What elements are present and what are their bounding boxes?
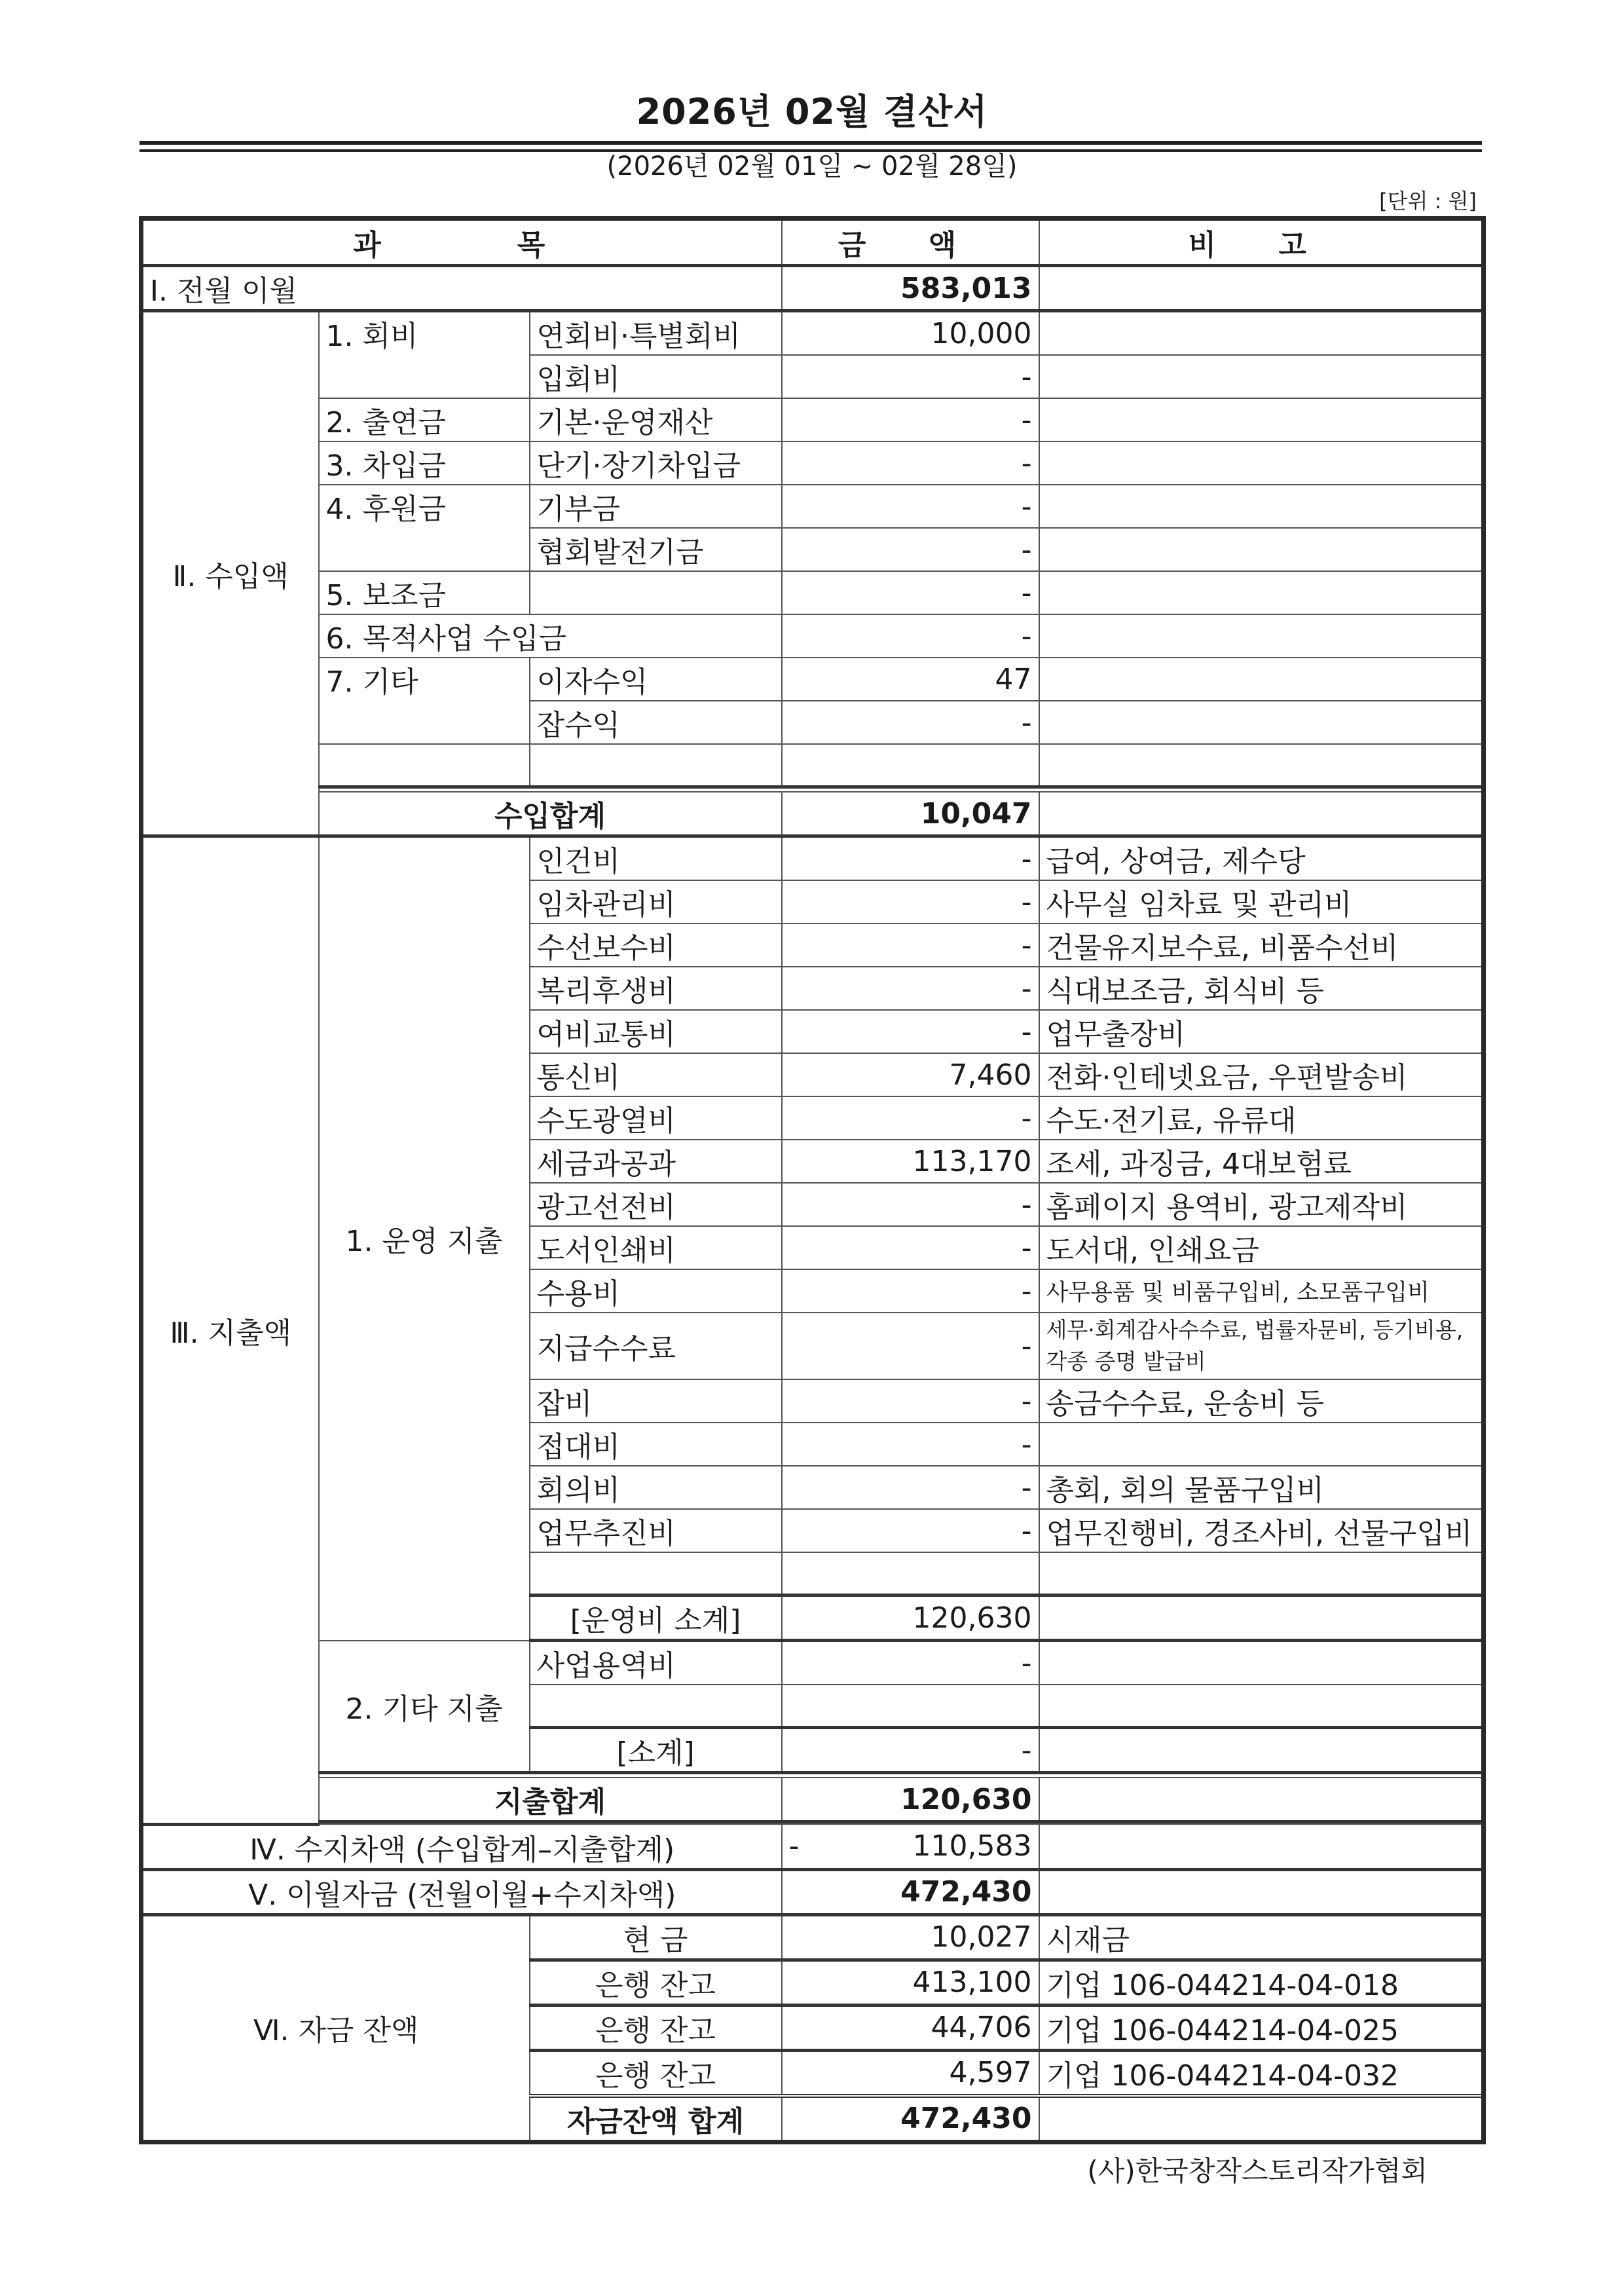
income-item: 기본·운영재산: [530, 398, 782, 441]
note-cell: [1039, 355, 1484, 398]
note-cell: [1039, 658, 1484, 701]
table-header: [141, 219, 1484, 266]
expense-item: 수선보수비: [530, 924, 782, 967]
funds-item: 은행 잔고: [530, 2005, 782, 2050]
funds-section-label: Ⅵ. 자금 잔액: [141, 1914, 530, 2142]
funds-total-amount: 472,430: [782, 2096, 1039, 2142]
note-cell: [1039, 1641, 1484, 1685]
funds-amount: 413,100: [782, 1960, 1039, 2005]
expense-note: 수도·전기료, 유류대: [1039, 1096, 1484, 1140]
expense-amount: -: [782, 1641, 1039, 1685]
empty-cell: [530, 1685, 782, 1728]
income-group-label: 1. 회비: [319, 311, 530, 399]
note-cell: [1039, 571, 1484, 614]
settlement-table: [139, 216, 1486, 2144]
income-item: 이자수익: [530, 658, 782, 701]
table-row: [141, 485, 1484, 528]
table-row: [141, 571, 1484, 614]
expense-item: 접대비: [530, 1423, 782, 1466]
expense-amount: -: [782, 1269, 1039, 1313]
expense-item: 인건비: [530, 836, 782, 881]
other-subtotal-amount: -: [782, 1728, 1039, 1773]
expense-note: 식대보조금, 회식비 등: [1039, 967, 1484, 1010]
expense-item: 수용비: [530, 1269, 782, 1313]
expense-item: 업무추진비: [530, 1509, 782, 1552]
funds-item: 현 금: [530, 1914, 782, 1960]
expense-amount: 113,170: [782, 1140, 1039, 1183]
table-row-empty: [141, 744, 1484, 787]
income-amount: -: [782, 571, 1039, 614]
empty-cell: [530, 744, 782, 787]
table-row: [141, 658, 1484, 701]
income-amount: 10,000: [782, 311, 1039, 356]
table-row-spacer: [141, 787, 1484, 793]
expense-item: 사업용역비: [530, 1641, 782, 1685]
empty-cell: [782, 1685, 1039, 1728]
table-row-spacer: [141, 1773, 1484, 1778]
expense-item: 도서인쇄비: [530, 1226, 782, 1269]
funds-total-label: 자금잔액 합계: [530, 2096, 782, 2142]
income-item: 기부금: [530, 485, 782, 528]
funds-note: 기업 106-044214-04-032: [1039, 2050, 1484, 2096]
table-row: [141, 441, 1484, 485]
income-group-label: 2. 출연금: [319, 398, 530, 441]
period-range: (2026년 02월 01일 ~ 02월 28일): [606, 151, 1018, 181]
income-amount: -: [782, 614, 1039, 658]
title-rule: [139, 141, 1482, 145]
funds-note: 기업 106-044214-04-018: [1039, 1960, 1484, 2005]
table-row: [141, 1914, 1484, 1960]
expense-note: 세무·회계감사수수료, 법률자문비, 등기비용, 각종 증명 발급비: [1039, 1313, 1484, 1379]
income-amount: -: [782, 355, 1039, 398]
income-item: 입회비: [530, 355, 782, 398]
expense-amount: -: [782, 1096, 1039, 1140]
expense-amount: -: [782, 1010, 1039, 1053]
expense-total-amount: 120,630: [782, 1778, 1039, 1822]
table-row: [141, 836, 1484, 881]
empty-cell: [1039, 1552, 1484, 1595]
expense-note: 도서대, 인쇄요금: [1039, 1226, 1484, 1269]
income-amount: -: [782, 398, 1039, 441]
expense-amount: -: [782, 836, 1039, 881]
expense-item: 통신비: [530, 1053, 782, 1096]
income-total-row: [141, 792, 1484, 836]
expense-item: 광고선전비: [530, 1183, 782, 1226]
expense-amount: -: [782, 967, 1039, 1010]
income-amount: -: [782, 485, 1039, 528]
expense-note: 건물유지보수료, 비품수선비: [1039, 924, 1484, 967]
expense-note: [1039, 1423, 1484, 1466]
expense-amount: -: [782, 924, 1039, 967]
income-amount: -: [782, 701, 1039, 744]
note-cell: [1039, 1595, 1484, 1641]
funds-amount: 4,597: [782, 2050, 1039, 2096]
expense-note: 총회, 회의 물품구입비: [1039, 1466, 1484, 1509]
expense-item: 잡비: [530, 1379, 782, 1423]
funds-amount: 10,027: [782, 1914, 1039, 1960]
expense-total-label: 지출합계: [319, 1778, 782, 1822]
expense-note: 조세, 과징금, 4대보험료: [1039, 1140, 1484, 1183]
prev-carry-amount: 583,013: [782, 266, 1039, 311]
empty-cell: [782, 744, 1039, 787]
expense-note: 전화·인테넷요금, 우편발송비: [1039, 1053, 1484, 1096]
income-amount: -: [782, 528, 1039, 571]
other-subtotal-label: [소계]: [530, 1728, 782, 1773]
expense-note: 업무출장비: [1039, 1010, 1484, 1053]
carryover-row: [141, 1869, 1484, 1914]
note-cell: [1039, 528, 1484, 571]
note-cell: [1039, 1728, 1484, 1773]
expense-amount: -: [782, 1509, 1039, 1552]
note-cell: [1039, 614, 1484, 658]
funds-item: 은행 잔고: [530, 2050, 782, 2096]
empty-cell: [1039, 1685, 1484, 1728]
income-group-label: 3. 차입금: [319, 441, 530, 485]
expense-note: 급여, 상여금, 제수당: [1039, 836, 1484, 881]
income-section-label: Ⅱ. 수입액: [141, 311, 319, 836]
divider: [319, 787, 1484, 793]
expense-amount: -: [782, 880, 1039, 924]
negative-sign: -: [788, 1829, 800, 1863]
income-group-label: 5. 보조금: [319, 571, 530, 614]
expense-amount: -: [782, 1313, 1039, 1379]
table-row: [141, 614, 1484, 658]
expense-item: 수도광열비: [530, 1096, 782, 1140]
col-subject: 과 목: [141, 219, 782, 266]
expense-note: 사무용품 및 비품구입비, 소모품구입비: [1039, 1269, 1484, 1313]
expense-amount: -: [782, 1379, 1039, 1423]
expense-item: 임차관리비: [530, 880, 782, 924]
income-total-amount: 10,047: [782, 792, 1039, 836]
expense-item: 여비교통비: [530, 1010, 782, 1053]
expense-amount: -: [782, 1226, 1039, 1269]
note-cell: [1039, 701, 1484, 744]
operating-subtotal-label: [운영비 소계]: [530, 1595, 782, 1641]
note-cell: [1039, 311, 1484, 356]
expense-amount: -: [782, 1423, 1039, 1466]
expense-item: 복리후생비: [530, 967, 782, 1010]
note-cell: [1039, 792, 1484, 836]
operating-subtotal-amount: 120,630: [782, 1595, 1039, 1641]
expense-note: 송금수수료, 운송비 등: [1039, 1379, 1484, 1423]
expense-amount: -: [782, 1466, 1039, 1509]
expense-amount: -: [782, 1183, 1039, 1226]
expense-item: 세금과공과: [530, 1140, 782, 1183]
document-title: 2026년 02월 결산서: [636, 91, 988, 132]
carryover-amount: 472,430: [782, 1869, 1039, 1914]
note-cell: [1039, 485, 1484, 528]
expense-item: 회의비: [530, 1466, 782, 1509]
funds-amount: 44,706: [782, 2005, 1039, 2050]
income-group-label: 4. 후원금: [319, 485, 530, 571]
income-item: 단기·장기차입금: [530, 441, 782, 485]
funds-note: 기업 106-044214-04-025: [1039, 2005, 1484, 2050]
balance-amount: [782, 1824, 1039, 1869]
expense-item: 지급수수료: [530, 1313, 782, 1379]
note-cell: [1039, 2096, 1484, 2142]
income-item: 잡수익: [530, 701, 782, 744]
income-total-label: 수입합계: [319, 792, 782, 836]
funds-note: 시재금: [1039, 1914, 1484, 1960]
carryover-label: Ⅴ. 이월자금 (전월이월+수지차액): [141, 1869, 782, 1914]
income-amount: 47: [782, 658, 1039, 701]
balance-label: Ⅳ. 수지차액 (수입합계–지출합계): [141, 1824, 782, 1869]
income-item: 연회비·특별회비: [530, 311, 782, 356]
table-row: [141, 266, 1484, 311]
balance-value: 110,583: [912, 1829, 1032, 1863]
funds-item: 은행 잔고: [530, 1960, 782, 2005]
empty-cell: [319, 744, 530, 787]
table-row: [141, 1641, 1484, 1685]
income-item: 협회발전기금: [530, 528, 782, 571]
expense-section-label: Ⅲ. 지출액: [141, 836, 319, 1825]
note-cell: [1039, 1778, 1484, 1822]
empty-cell: [782, 1552, 1039, 1595]
empty-cell: [530, 1552, 782, 1595]
unit-label: [단위 : 원]: [1379, 189, 1477, 214]
expense-amount: 7,460: [782, 1053, 1039, 1096]
income-group-label: 7. 기타: [319, 658, 530, 744]
expense-note: 홈페이지 용역비, 광고제작비: [1039, 1183, 1484, 1226]
table-row: [141, 398, 1484, 441]
table-row: [141, 311, 1484, 356]
expense-total-row: [141, 1778, 1484, 1822]
prev-carry-label: Ⅰ. 전월 이월: [141, 266, 782, 311]
balance-row: [141, 1824, 1484, 1869]
note-cell: [1039, 398, 1484, 441]
note-cell: [1039, 441, 1484, 485]
col-note: 비 고: [1039, 219, 1484, 266]
other-expense-label: 2. 기타 지출: [319, 1641, 530, 1773]
expense-note: 사무실 임차료 및 관리비: [1039, 880, 1484, 924]
income-amount: -: [782, 441, 1039, 485]
prev-carry-note: [1039, 266, 1484, 311]
operating-expense-label: 1. 운영 지출: [319, 836, 530, 1641]
col-amount: 금 액: [782, 219, 1039, 266]
empty-cell: [1039, 744, 1484, 787]
organization-name: (사)한국창작스토리작가협회: [1087, 2155, 1428, 2187]
divider: [319, 1773, 1484, 1778]
note-cell: [1039, 1869, 1484, 1914]
income-group-label: 6. 목적사업 수입금: [319, 614, 782, 658]
note-cell: [1039, 1824, 1484, 1869]
expense-note: 업무진행비, 경조사비, 선물구입비: [1039, 1509, 1484, 1552]
income-item: [530, 571, 782, 614]
